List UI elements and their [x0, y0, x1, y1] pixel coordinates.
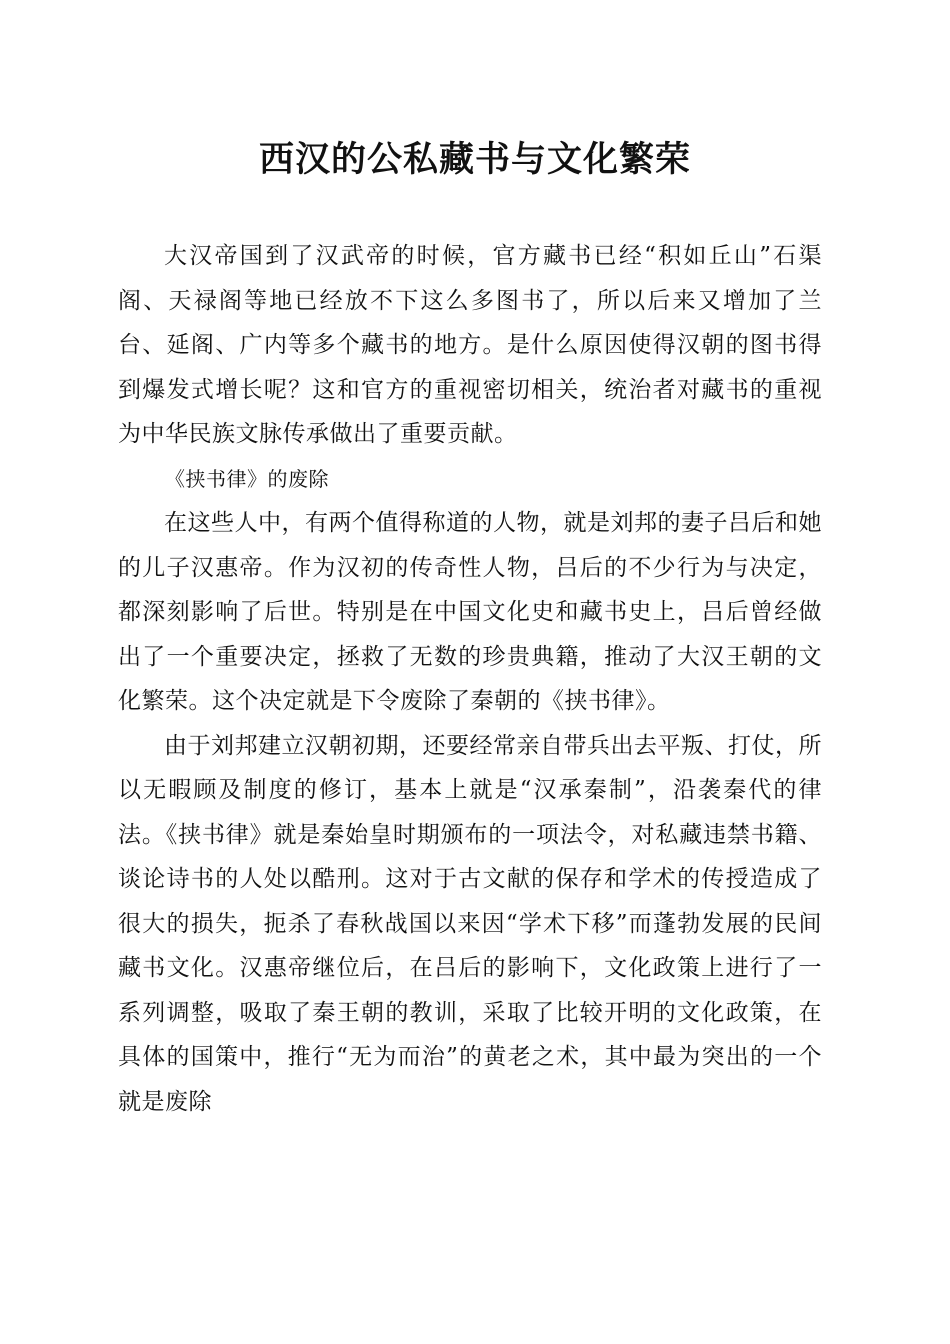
paragraph-qinlaw: 由于刘邦建立汉朝初期，还要经常亲自带兵出去平叛、打仗，所以无暇顾及制度的修订，基本上就是“汉承秦制”，沿袭秦代的律法。《挟书律》就是秦始皇时期颁布的一项法令，对私藏违禁书籍、谈论诗书的人处以酷刑。这对于古文献的保存和学术的传授造成了很大的损失，扼杀了春秋战国以来因“学术下移”而蓬勃发展的民间藏书文化。汉惠帝继位后，在吕后的影响下，文化政策上进行了一系列调整，吸取了秦王朝的教训，采取了比较开明的文化政策，在具体的国策中，推行“无为而治”的黄老之术，其中最为突出的一个就是废除	[118, 732, 822, 1115]
section-heading: 《挟书律》的废除	[165, 466, 329, 491]
paragraph-lvhou: 在这些人中，有两个值得称道的人物，就是刘邦的妻子吕后和她的儿子汉惠帝。作为汉初的传奇性人物，吕后的不少行为与决定，都深刻影响了后世。特别是在中国文化史和藏书史上，吕后曾经做出了一个重要决定，拯救了无数的珍贵典籍，推动了大汉王朝的文化繁荣。这个决定就是下令废除了秦朝的《挟书律》。	[118, 510, 822, 714]
document-body	[118, 234, 822, 1124]
document-title: 西汉的公私藏书与文化繁荣	[258, 139, 691, 180]
paragraph-intro: 大汉帝国到了汉武帝的时候，官方藏书已经“积如丘山”石渠阁、天禄阁等地已经放不下这么多图书了，所以后来又增加了兰台、延阁、广内等多个藏书的地方。是什么原因使得汉朝的图书得到爆发式增长呢？这和官方的重视密切相关，统治者对藏书的重视为中华民族文脉传承做出了重要贡献。	[118, 243, 822, 447]
